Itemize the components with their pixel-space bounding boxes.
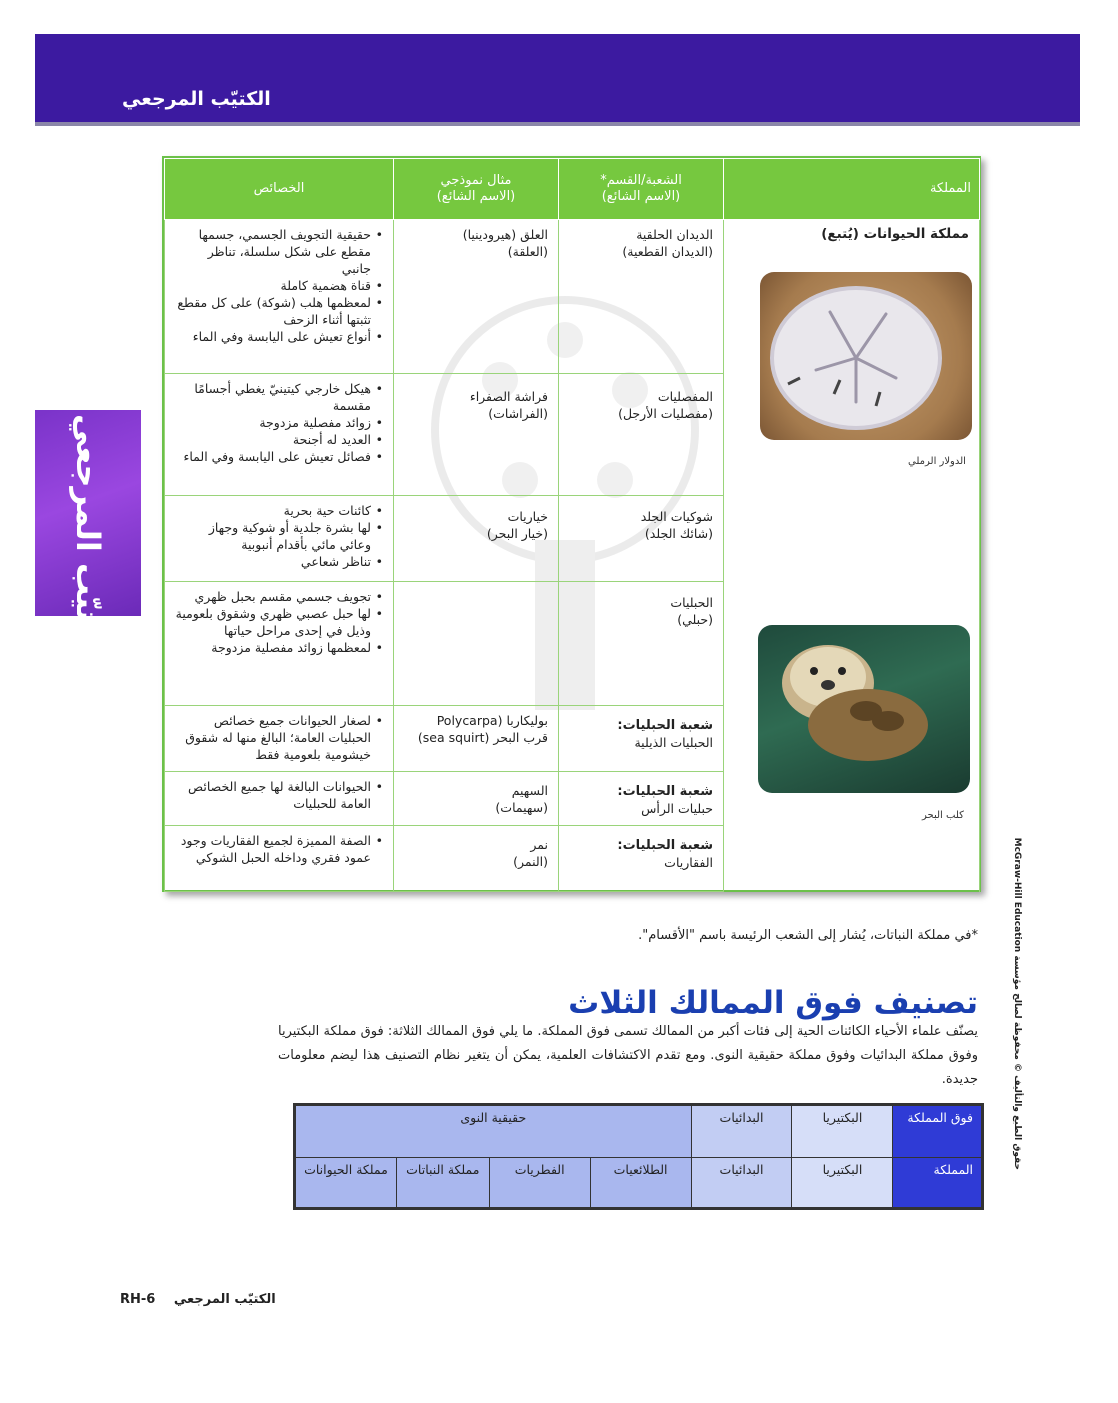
table-row <box>394 582 559 706</box>
copyright-credit: حقوق الطبع والتأليف © محفوظة لصالح مؤسسة McGraw-Hill Education <box>1012 837 1022 1170</box>
kingdom-archaea: البدائيات <box>691 1158 792 1208</box>
table-row: شعبة الحبليات: الفقاريات <box>559 826 724 892</box>
table-row: خياريات (خيار البحر) <box>394 496 559 582</box>
table-row: • كائنات حية بحرية • لها بشرة جلدية أو شوكية وجهاز وعائي مائي بأقدام أنبوبية • تناظر شعاعي <box>165 496 394 582</box>
table-row: بوليكاربا (Polycarpa قرب البحر (sea squirt) <box>394 706 559 772</box>
kingdom-row-label: المملكة <box>893 1158 982 1208</box>
section-body: يصنّف علماء الأحياء الكائنات الحية إلى فئات أكبر من الممالك تسمى فوق المملكة. ما يلي فوق الممالك الثلاثة: فوق مملكة البكتيريا وفوق مملكة البدائيات وفوق مملكة حقيقية النوى. ومع تقدم الاكتشافات العلمية، يمكن أن يتغير نظام التصنيف هذا ليضم معلومات جديدة. <box>278 1024 978 1087</box>
header-traits: الخصائص <box>165 159 394 220</box>
table-row: شعبة الحبليات: حبليات الرأس <box>559 772 724 826</box>
kingdom-bacteria: البكتيريا <box>792 1158 893 1208</box>
kingdom-animals: مملكة الحيوانات <box>296 1158 397 1208</box>
table-row: الديدان الحلقية (الديدان القطعية) <box>559 220 724 374</box>
footer-label: الكتيّب المرجعي <box>173 1292 276 1307</box>
table-row: • لصغار الحيوانات جميع خصائص الحبليات العامة؛ البالغ منها له شقوق خيشومية بلعومية فقط <box>165 706 394 772</box>
domains-table <box>293 1103 984 1210</box>
page-number: RH-6 <box>120 1292 156 1307</box>
table-row: شعبة الحبليات: الحبليات الذيلية <box>559 706 724 772</box>
domain-archaea: البدائيات <box>691 1106 792 1158</box>
table-row: المفصليات (مفصليات الأرجل) <box>559 374 724 496</box>
kingdom-plants: مملكة النباتات <box>396 1158 489 1208</box>
table-row: السهيم (سهيمات) <box>394 772 559 826</box>
kingdom-name: مملكة الحيوانات (يُتبع) <box>821 226 969 242</box>
table-row: • الصفة المميزة لجميع الفقاريات وجود عمود فقري وداخله الحبل الشوكي <box>165 826 394 892</box>
header-title: الكتيّب المرجعي <box>122 88 271 110</box>
kingdom-protists: الطلائعيات <box>590 1158 691 1208</box>
domain-eukarya: حقيقية النوى <box>296 1106 692 1158</box>
sand-dollar-photo <box>760 272 972 440</box>
header-phylum: الشعبة/القسم* (الاسم الشائع) <box>559 159 724 220</box>
sand-dollar-caption: الدولار الرملي <box>908 456 966 467</box>
section-title: تصنيف فوق الممالك الثلاث <box>568 985 978 1021</box>
kingdom-fungi: الفطريات <box>489 1158 590 1208</box>
side-tab-label: الكتيّب المرجعي <box>69 414 107 665</box>
table-row: شوكيات الجلد (شائك الجلد) <box>559 496 724 582</box>
page-footer <box>120 1292 276 1307</box>
side-tab <box>35 410 141 665</box>
domain-row-label: فوق المملكة <box>893 1106 982 1158</box>
header-example: مثال نموذجي (الاسم الشائع) <box>394 159 559 220</box>
table-row: • هيكل خارجي كيتينيّ يغطي أجسامًا مقسمة • زوائد مفصلية مزدوجة • العديد له أجنحة • فصائل تعيش على اليابسة وفي الماء <box>165 374 394 496</box>
sea-otter-icon <box>758 625 970 793</box>
sand-dollar-icon <box>760 272 972 440</box>
header-band <box>35 34 1080 126</box>
table-row: العلق (هيرودينيا) (العلقة) <box>394 220 559 374</box>
table-row: • الحيوانات البالغة لها جميع الخصائص العامة للحبليات <box>165 772 394 826</box>
sea-otter-photo <box>758 625 970 793</box>
header-kingdom: المملكة <box>724 159 980 220</box>
table-row: نمر (النمر) <box>394 826 559 892</box>
footnote: *في مملكة النباتات، يُشار إلى الشعب الرئيسة باسم "الأقسام". <box>638 928 978 943</box>
sea-otter-caption: كلب البحر <box>922 810 964 821</box>
domain-bacteria: البكتيريا <box>792 1106 893 1158</box>
table-row: • حقيقية التجويف الجسمي، جسمها مقطع على شكل سلسلة، تناظر جانبي • قناة هضمية كاملة • لمعظمها هلب (شوكة) على كل مقطع تثبتها أثناء الزحف • أنواع تعيش على اليابسة وفي الماء <box>165 220 394 374</box>
table-row: الحبليات (حبلي) <box>559 582 724 706</box>
table-row: فراشة الصفراء (الفراشات) <box>394 374 559 496</box>
table-row: • تجويف جسمي مقسم بحبل ظهري • لها حبل عصبي ظهري وشقوق بلعومية وذيل في إحدى مراحل حياتها • لمعظمها زوائد مفصلية مزدوجة <box>165 582 394 706</box>
